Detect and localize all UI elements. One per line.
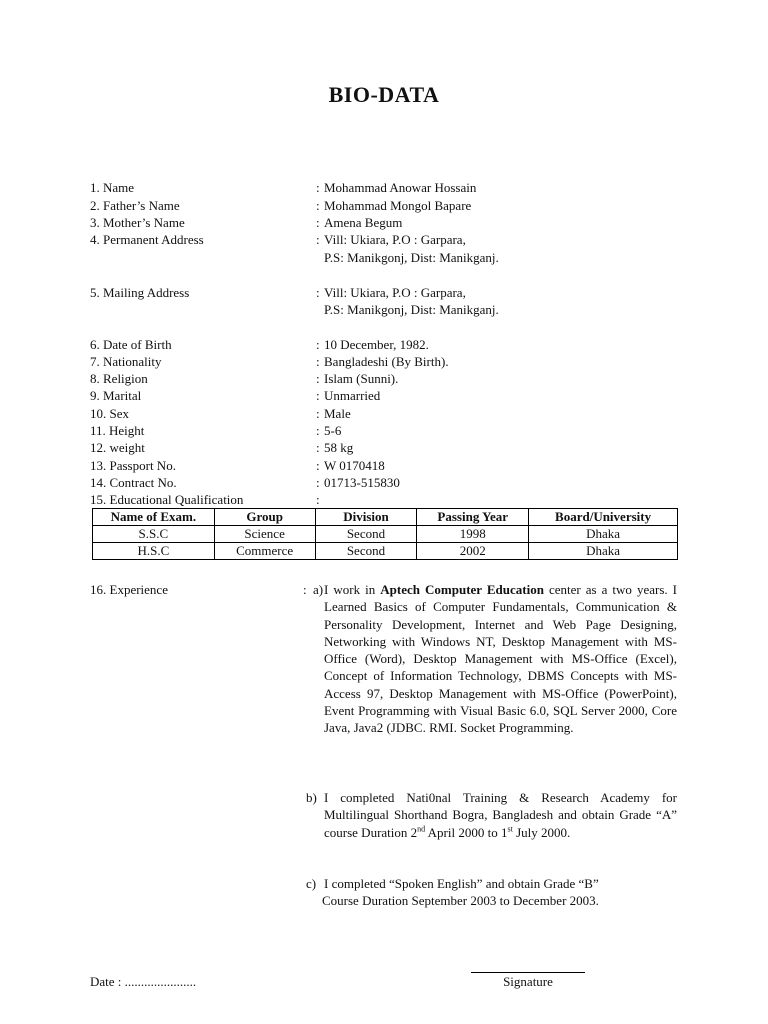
field-value: W 0170418 bbox=[324, 458, 385, 473]
field-colon: : bbox=[316, 475, 320, 490]
field-label: 11. Height bbox=[90, 423, 145, 438]
field-value: Mohammad Mongol Bapare bbox=[324, 198, 472, 213]
field-colon: : bbox=[316, 198, 320, 213]
table-cell: Dhaka bbox=[529, 526, 678, 543]
field-label: 12. weight bbox=[90, 440, 145, 455]
field-colon: : bbox=[316, 492, 320, 507]
field-nationality bbox=[90, 353, 690, 370]
table-cell: 2002 bbox=[417, 543, 529, 560]
experience-item-b-text: April 2000 to 1 bbox=[425, 824, 508, 840]
experience-item-a-text-cont: center as a two years. I Learned Basics of Computer Fundamentals, Communication & Personality Development, Internet and Web Page Designing, Networking with Windows NT, Desktop Management with MS-Office (Word), Desktop Management with MS-Office (Excel), Concept of Information Technology, DBMS Concepts with MS-Access 97, Desktop Management with MS-Office (PowerPoint), Event Programming with Visual Basic 6.0, SQL Server 2000, Core Java, Java2 (JDBC. RMI. Socket Programming. bbox=[324, 582, 677, 736]
experience-item-a-marker: a) bbox=[313, 582, 324, 597]
experience-item-a-text: I work in bbox=[324, 582, 381, 597]
table-cell: Dhaka bbox=[529, 543, 678, 560]
field-weight bbox=[90, 439, 690, 456]
field-label: 6. Date of Birth bbox=[90, 337, 172, 352]
field-father-name bbox=[90, 197, 690, 214]
table-cell: 1998 bbox=[417, 526, 529, 543]
field-mailing-address-line2: P.S: Manikgonj, Dist: Manikganj. bbox=[324, 302, 499, 317]
field-colon: : bbox=[316, 388, 320, 403]
field-label: 10. Sex bbox=[90, 406, 129, 421]
field-label: 9. Marital bbox=[90, 388, 142, 403]
experience-item-b-text: July 2000. bbox=[512, 824, 571, 840]
table-cell: Second bbox=[315, 543, 417, 560]
field-permanent-address-line2: P.S: Manikgonj, Dist: Manikganj. bbox=[324, 250, 499, 265]
field-value: Male bbox=[324, 406, 351, 421]
field-sex bbox=[90, 405, 690, 422]
field-colon: : bbox=[316, 337, 320, 352]
field-value: Vill: Ukiara, P.O : Garpara, bbox=[324, 232, 466, 247]
experience-item-a bbox=[324, 581, 677, 737]
document-title: BIO-DATA bbox=[328, 82, 440, 107]
date-field: Date : ...................... bbox=[90, 974, 197, 989]
column-header-group: Group bbox=[214, 509, 315, 526]
table-row bbox=[93, 526, 678, 543]
field-colon: : bbox=[316, 458, 320, 473]
field-colon: : bbox=[316, 215, 320, 230]
experience-item-b bbox=[324, 789, 677, 841]
field-value: 01713-515830 bbox=[324, 475, 400, 490]
field-value: 58 kg bbox=[324, 440, 354, 455]
field-colon: : bbox=[316, 285, 320, 300]
ordinal-suffix: nd bbox=[417, 824, 426, 834]
experience-item-c-line1: I completed “Spoken English” and obtain Grade “B” bbox=[324, 876, 599, 891]
table-cell: Science bbox=[214, 526, 315, 543]
field-marital bbox=[90, 387, 690, 404]
education-table bbox=[92, 508, 678, 560]
field-colon: : bbox=[316, 423, 320, 438]
field-contract-no bbox=[90, 474, 690, 491]
column-header-exam: Name of Exam. bbox=[93, 509, 215, 526]
field-label: 8. Religion bbox=[90, 371, 148, 386]
table-cell: H.S.C bbox=[93, 543, 215, 560]
field-label: 13. Passport No. bbox=[90, 458, 176, 473]
experience-item-c-line2: Course Duration September 2003 to December 2003. bbox=[322, 893, 599, 908]
field-colon: : bbox=[316, 371, 320, 386]
field-value: Islam (Sunni). bbox=[324, 371, 399, 386]
signature-label: Signature bbox=[503, 974, 553, 989]
field-value: Bangladeshi (By Birth). bbox=[324, 354, 449, 369]
field-colon: : bbox=[316, 232, 320, 247]
field-name bbox=[90, 179, 690, 196]
field-label: 4. Permanent Address bbox=[90, 232, 204, 247]
field-date-of-birth bbox=[90, 336, 690, 353]
field-educational-qualification bbox=[90, 491, 690, 508]
field-label: 3. Mother’s Name bbox=[90, 215, 185, 230]
ordinal-suffix: st bbox=[507, 824, 513, 834]
field-passport-no bbox=[90, 457, 690, 474]
field-mailing-address bbox=[90, 284, 690, 301]
field-religion bbox=[90, 370, 690, 387]
field-colon: : bbox=[316, 180, 320, 195]
experience-colon: : bbox=[303, 582, 307, 597]
table-cell: S.S.C bbox=[93, 526, 215, 543]
experience-item-b-text: I completed Nati0nal Training & Research Academy for Multilingual Shorthand Bogra, Bangladesh and obtain Grade “A” course Duration 2 bbox=[324, 790, 677, 840]
signature-line bbox=[471, 972, 585, 973]
table-row bbox=[93, 543, 678, 560]
field-colon: : bbox=[316, 440, 320, 455]
field-label: 2. Father’s Name bbox=[90, 198, 180, 213]
field-value: Unmarried bbox=[324, 388, 381, 403]
field-permanent-address bbox=[90, 231, 690, 248]
field-mother-name bbox=[90, 214, 690, 231]
experience-item-b-marker: b) bbox=[306, 790, 317, 805]
field-value: Amena Begum bbox=[324, 215, 403, 230]
field-value: 5-6 bbox=[324, 423, 342, 438]
field-label: 5. Mailing Address bbox=[90, 285, 190, 300]
field-value: 10 December, 1982. bbox=[324, 337, 429, 352]
experience-label: 16. Experience bbox=[90, 582, 168, 597]
field-label: 15. Educational Qualification bbox=[90, 492, 244, 507]
column-header-board: Board/University bbox=[529, 509, 678, 526]
experience-item-c-marker: c) bbox=[306, 876, 317, 891]
table-cell: Commerce bbox=[214, 543, 315, 560]
table-header-row bbox=[93, 509, 678, 526]
employer-name: Aptech Computer Education bbox=[380, 582, 544, 597]
field-label: 1. Name bbox=[90, 180, 135, 195]
field-label: 14. Contract No. bbox=[90, 475, 177, 490]
field-label: 7. Nationality bbox=[90, 354, 162, 369]
table-cell: Second bbox=[315, 526, 417, 543]
field-colon: : bbox=[316, 354, 320, 369]
field-height bbox=[90, 422, 690, 439]
field-value: Mohammad Anowar Hossain bbox=[324, 180, 477, 195]
column-header-passing-year: Passing Year bbox=[417, 509, 529, 526]
field-value: Vill: Ukiara, P.O : Garpara, bbox=[324, 285, 466, 300]
column-header-division: Division bbox=[315, 509, 417, 526]
field-colon: : bbox=[316, 406, 320, 421]
